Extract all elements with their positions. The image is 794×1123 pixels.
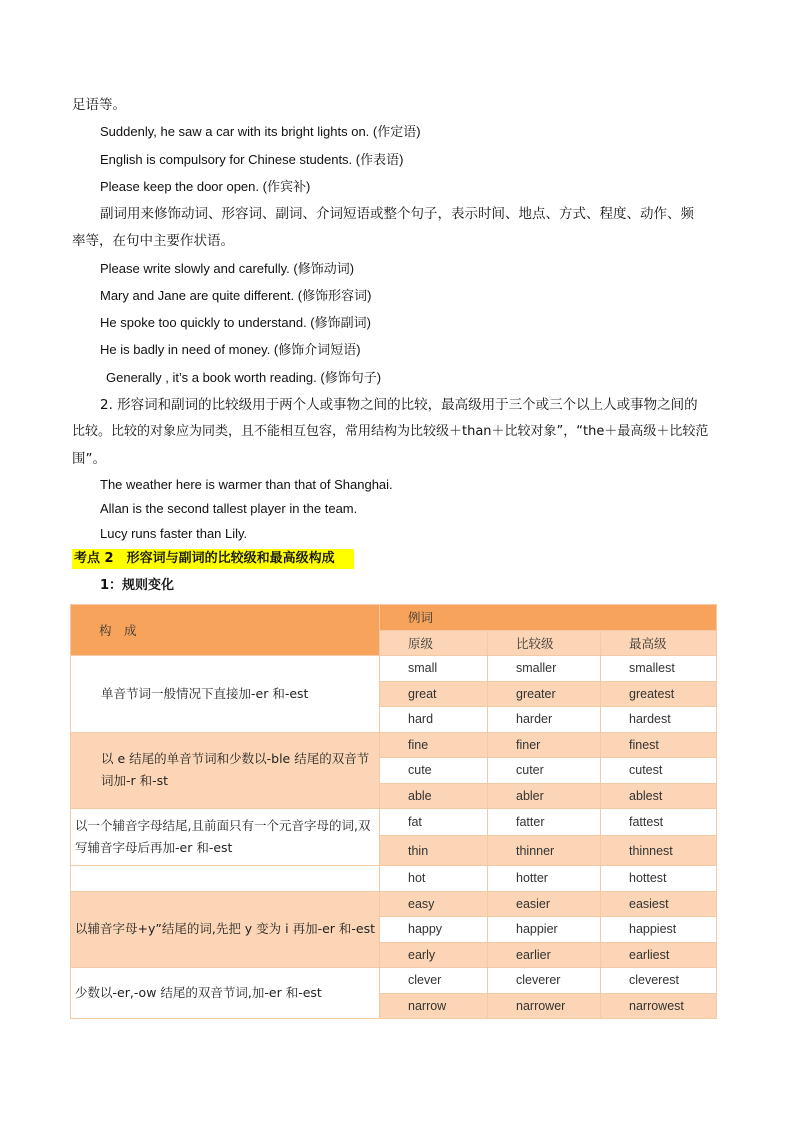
- positive-cell: easy: [380, 891, 488, 917]
- superlative-cell: narrowest: [601, 993, 717, 1019]
- superlative-cell: cutest: [601, 758, 717, 784]
- section-heading: 考点 2 形容词与副词的比较级和最高级构成: [72, 549, 354, 569]
- superlative-cell: greatest: [601, 681, 717, 707]
- comparison-table: [70, 604, 717, 1019]
- adverb-paragraph: 副词用来修饰动词、形容词、副词、介词短语或整个句子，表示时间、地点、方式、程度、动作、频: [100, 206, 694, 222]
- comparison-paragraph: 2. 形容词和副词的比较级用于两个人或事物之间的比较，最高级用于三个或三个以上人或事物之间的: [100, 397, 698, 413]
- header-comparative: 比较级: [488, 630, 601, 656]
- example-sentence: He spoke too quickly to understand. (修饰副词): [100, 315, 371, 330]
- example-sentence: Please write slowly and carefully. (修饰动词): [100, 261, 355, 276]
- comparative-cell: hotter: [488, 866, 601, 892]
- example-sentence: The weather here is warmer than that of Shanghai.: [100, 477, 393, 492]
- example-sentence: Allan is the second tallest player in the team.: [100, 501, 358, 516]
- positive-cell: able: [380, 783, 488, 809]
- positive-cell: clever: [380, 968, 488, 994]
- rule-cell: 少数以-er,-ow 结尾的双音节词,加-er 和-est: [71, 968, 380, 1019]
- superlative-cell: finest: [601, 732, 717, 758]
- superlative-cell: thinnest: [601, 836, 717, 866]
- superlative-cell: cleverest: [601, 968, 717, 994]
- table-row: [71, 656, 717, 682]
- positive-cell: thin: [380, 836, 488, 866]
- comparative-cell: earlier: [488, 942, 601, 968]
- comparative-cell: thinner: [488, 836, 601, 866]
- comparative-cell: fatter: [488, 809, 601, 836]
- positive-cell: hot: [380, 866, 488, 892]
- example-sentence: Please keep the door open. (作宾补): [100, 179, 311, 194]
- positive-cell: narrow: [380, 993, 488, 1019]
- superlative-cell: easiest: [601, 891, 717, 917]
- superlative-cell: earliest: [601, 942, 717, 968]
- comparative-cell: abler: [488, 783, 601, 809]
- example-sentence: Mary and Jane are quite different. (修饰形容词): [100, 288, 372, 303]
- superlative-cell: fattest: [601, 809, 717, 836]
- comparative-cell: finer: [488, 732, 601, 758]
- superlative-cell: happiest: [601, 917, 717, 943]
- comparative-cell: cuter: [488, 758, 601, 784]
- positive-cell: great: [380, 681, 488, 707]
- comparative-cell: happier: [488, 917, 601, 943]
- table-row: [71, 891, 717, 917]
- example-sentence: Lucy runs faster than Lily.: [100, 526, 248, 541]
- example-sentence: Generally , it’s a book worth reading. (修饰句子): [106, 370, 382, 385]
- header-example: 例词: [380, 605, 717, 631]
- adverb-paragraph-cont: 率等，在句中主要作状语。: [72, 233, 234, 249]
- comparative-cell: narrower: [488, 993, 601, 1019]
- comparative-cell: harder: [488, 707, 601, 733]
- example-sentence: English is compulsory for Chinese students. (作表语): [100, 152, 404, 167]
- comparative-cell: cleverer: [488, 968, 601, 994]
- superlative-cell: hardest: [601, 707, 717, 733]
- header-superlative: 最高级: [601, 630, 717, 656]
- example-sentence: Suddenly, he saw a car with its bright lights on. (作定语): [100, 124, 421, 139]
- example-sentence: He is badly in need of money. (修饰介词短语): [100, 342, 361, 357]
- positive-cell: small: [380, 656, 488, 682]
- superlative-cell: ablest: [601, 783, 717, 809]
- header-rule: 构 成: [71, 605, 380, 656]
- table-row: [71, 866, 717, 892]
- header-positive: 原级: [380, 630, 488, 656]
- comparative-cell: greater: [488, 681, 601, 707]
- comparative-cell: easier: [488, 891, 601, 917]
- comparison-paragraph-end: 围”。: [72, 451, 106, 467]
- rule-cell: 以 e 结尾的单音节词和少数以-ble 结尾的双音节词加-r 和-st: [71, 732, 380, 809]
- superlative-cell: smallest: [601, 656, 717, 682]
- positive-cell: hard: [380, 707, 488, 733]
- positive-cell: cute: [380, 758, 488, 784]
- positive-cell: early: [380, 942, 488, 968]
- subsection-title: 1：规则变化: [100, 578, 175, 593]
- positive-cell: fine: [380, 732, 488, 758]
- rule-cell-empty: [71, 866, 380, 892]
- comparative-cell: smaller: [488, 656, 601, 682]
- table-row: [71, 809, 717, 836]
- positive-cell: fat: [380, 809, 488, 836]
- intro-fragment: 足语等。: [72, 97, 126, 113]
- table-row: [71, 732, 717, 758]
- positive-cell: happy: [380, 917, 488, 943]
- superlative-cell: hottest: [601, 866, 717, 892]
- comparison-paragraph-cont: 比较。比较的对象应为同类，且不能相互包容，常用结构为比较级＋than＋比较对象”，“the＋最高级＋比较范: [72, 424, 709, 439]
- table-row: [71, 968, 717, 994]
- rule-cell: 以辅音字母+y”结尾的词,先把 y 变为 i 再加-er 和-est: [71, 891, 380, 968]
- rule-cell: 单音节词一般情况下直接加-er 和-est: [71, 656, 380, 733]
- rule-cell: 以一个辅音字母结尾,且前面只有一个元音字母的词,双写辅音字母后再加-er 和-est: [71, 809, 380, 866]
